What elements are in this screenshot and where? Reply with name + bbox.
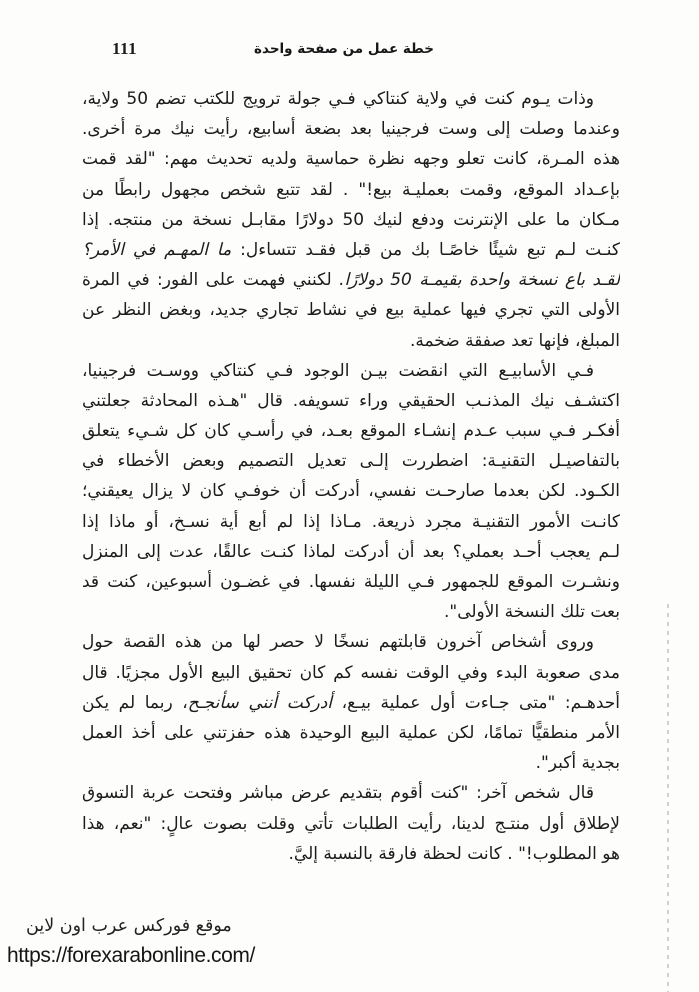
text-line <box>82 144 620 174</box>
text-segment: بالتفاصيـل التقنيـة: اضطررت إلـى تعديل التصميم وبعض الأخطاء في <box>82 451 620 472</box>
text-line <box>82 718 620 748</box>
body-text <box>82 84 620 869</box>
text-line <box>82 507 620 537</box>
text-line <box>82 476 620 506</box>
text-segment: هذه المـرة، كانت تعلو وجهه نظرة حماسية ولديه تحديث مهم: "لقد قمت <box>82 149 620 170</box>
page-number: 111 <box>112 39 138 58</box>
emphasized-text: لقـد باع نسخة واحدة بقيمـة 50 دولارًا. <box>339 270 620 291</box>
text-line <box>82 205 620 235</box>
paragraph <box>82 356 620 628</box>
text-segment: لكنني فهمت على الفور: في المرة <box>82 270 340 291</box>
emphasized-text: أدركت أنني سأنجـح <box>187 692 332 713</box>
text-line <box>82 386 620 416</box>
text-line <box>82 356 620 386</box>
watermark-site-url: https://forexarabonline.com/ <box>7 944 255 967</box>
text-line <box>82 265 620 295</box>
scan-artifact-line <box>667 604 669 992</box>
text-segment: ، ربما لم يكن <box>82 692 188 713</box>
text-segment: كنـت لـم تبع شيئًا خاصًـا بك من قبل فقـد تتساءل: <box>231 239 620 260</box>
text-segment: مـكان ما على الإنترنت ودفع لنيك 50 دولارًا مقابـل نسخة من منتجه. إذا <box>82 209 620 230</box>
text-segment: أفكـر فـي سبب عـدم إنشـاء الموقع بعـد، في رأسـي كان كل شـيء يتعلق <box>82 421 620 442</box>
text-segment: بعت تلك النسخة الأولى". <box>443 602 620 623</box>
text-line <box>82 175 620 205</box>
text-segment: ونشـرت الموقع للجمهور فـي الليلة نفسها. في غضـون أسبوعين، كنت قد <box>82 572 620 592</box>
watermark-site-name: موقع فوركس عرب اون لاين <box>26 916 232 936</box>
text-line <box>82 326 620 356</box>
text-segment: أحدهـم: "متى جـاءت أول عملية بيـع، <box>332 692 620 713</box>
text-segment: وذات يـوم كنت في ولاية كنتاكي فـي جولة ترويج للكتب تضم 50 ولاية، <box>82 89 594 109</box>
text-segment: وعندما وصلت إلى وست فرجينيا بعد بضعة أسابيع، رأيت نيك مرة أخرى. <box>82 119 620 140</box>
text-segment: اكتشـف نيك المذنـب الحقيقي وراء تسويفه. قال "هـذه المحادثة جعلتني <box>82 390 620 411</box>
text-line <box>82 658 620 688</box>
emphasized-text: ما المهـم في الأمر؟ <box>82 239 232 260</box>
text-line <box>82 778 620 808</box>
text-segment: الأولى التي تجري فيها عملية بيع في نشاط تجاري جديد، وبغض النظر عن <box>82 300 620 321</box>
text-line <box>82 809 620 839</box>
text-line <box>82 627 620 657</box>
text-line <box>82 537 620 567</box>
text-segment: وروى أشخاص آخرون قابلتهم نسخًا لا حصر لها من هذه القصة حول <box>82 632 594 653</box>
paragraph <box>82 84 620 356</box>
text-line <box>82 567 620 597</box>
text-segment: لإطلاق أول منتـج لدينا، رأيت الطلبات تأتي وقلت بصوت عالٍ: "نعم، هذا <box>82 813 620 834</box>
text-line <box>82 416 620 446</box>
text-line <box>82 84 620 114</box>
text-segment: بإعـداد الموقع، وقمت بعمليـة بيع!" . لقد تتبع شخص مجهول رابطًا من <box>82 179 620 200</box>
text-line <box>82 839 620 869</box>
text-segment: الكـود. لكن بعدما صارحـت نفسي، أدركت أن خوفـي كان لا يزال يعيقني؛ <box>82 481 620 502</box>
paragraph <box>82 778 620 869</box>
text-line <box>82 114 620 144</box>
text-line <box>82 235 620 265</box>
text-line <box>82 748 620 778</box>
text-segment: مدى صعوبة البدء وفي الوقت نفسه كم كان تحقيق البيع الأول مجزيًا. قال <box>82 662 620 683</box>
text-segment: لـم يعجب أحـد بعملي؟ بعد أن أدركت لماذا كنـت عالقًا، عدت إلى المنزل <box>82 541 620 562</box>
text-segment: المبلغ، فإنها تعد صفقة ضخمة. <box>409 330 620 351</box>
text-line <box>82 597 620 627</box>
text-line <box>82 688 620 718</box>
text-segment: بجدية أكبر". <box>535 753 620 774</box>
text-segment: قال شخص آخر: "كنت أقوم بتقديم عرض مباشر وفتحت عربة التسوق <box>82 783 594 804</box>
paragraph <box>82 627 620 778</box>
text-segment: فـي الأسابيـع التي انقضت بيـن الوجود فـي كنتاكي ووسـت فرجينيا، <box>82 360 594 381</box>
text-line <box>82 295 620 325</box>
page-header: خطة عمل من صفحة واحدة <box>254 41 434 57</box>
text-segment: كانـت الأمور التقنيـة مجرد ذريعة. مـاذا إذا لم أبع أية نسـخ، أو ماذا إذا <box>82 511 620 532</box>
text-line <box>82 446 620 476</box>
text-segment: الأمر منطقيًّا تمامًا، لكن عملية البيع الوحيدة هذه حفزتني على أخذ العمل <box>82 722 620 743</box>
text-segment: هو المطلوب!" . كانت لحظة فارقة بالنسبة إليَّ. <box>288 843 620 864</box>
